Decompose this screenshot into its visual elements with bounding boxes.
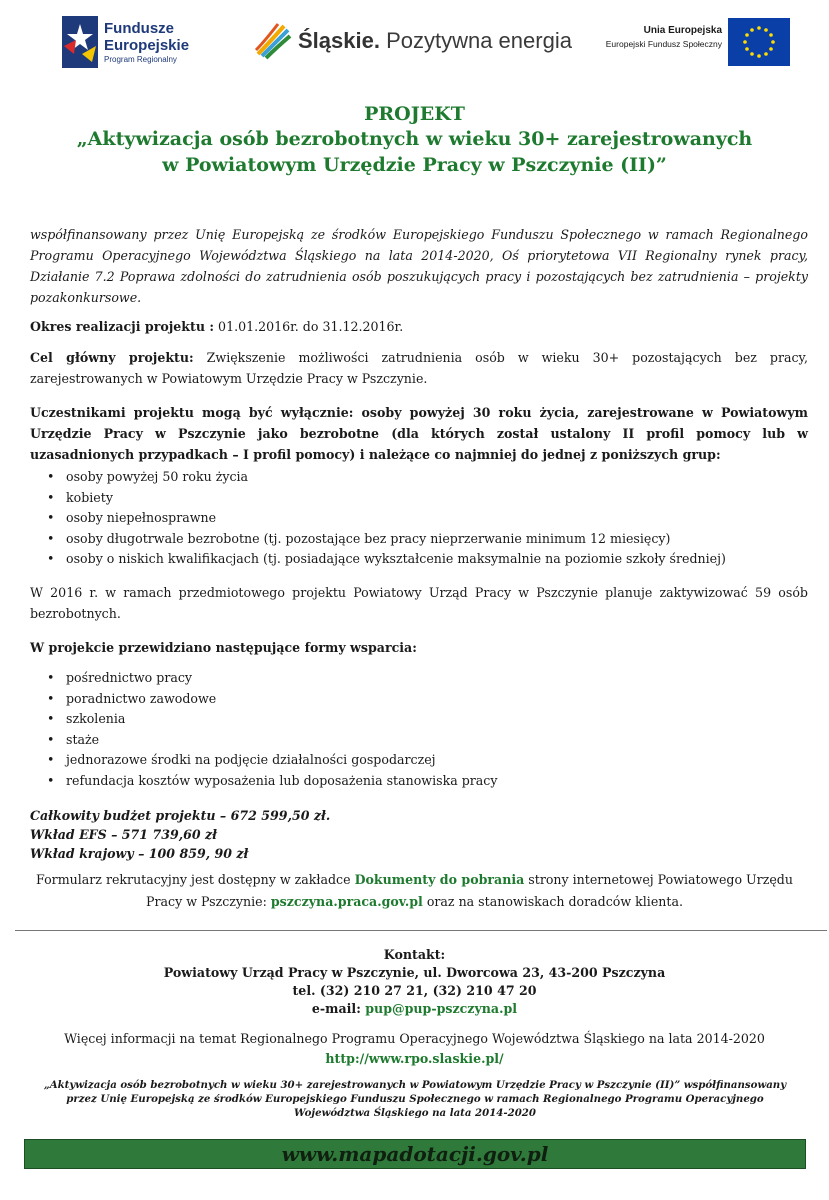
title-projekt: PROJEKT	[364, 103, 465, 125]
budget-efs: Wkład EFS – 571 739,60 zł	[30, 827, 218, 842]
form-mid: strony internetowej Powiatowego Urzędu	[524, 872, 793, 887]
budget-national: Wkład krajowy – 100 859, 90 zł	[30, 846, 249, 861]
list-item: • pośrednictwo pracy	[30, 668, 808, 689]
more-info	[0, 1029, 829, 1069]
contact-block	[0, 946, 829, 1018]
slaskie-swirl-icon	[254, 18, 292, 62]
list-item: • poradnictwo zawodowe	[30, 689, 808, 710]
form-line2-post: oraz na stanowiskach doradców klienta.	[422, 894, 683, 909]
project-footnote: „Aktywizacja osób bezrobotnych w wieku 30+ zarejestrowanych w Powiatowym Urzędzie Pracy w Pszczynie (II)” współfinansowany przez Unię Europejską ze środków Europejskiego Funduszu Społecznego w ramach Regionalnego Programu Operacyjnego Województwa Śląskiego na lata 2014-2020	[43, 1079, 787, 1119]
form-line2-pre: Pracy w Pszczynie:	[146, 894, 271, 909]
list-item: • refundacja kosztów wyposażenia lub doposażenia stanowiska pracy	[30, 771, 808, 792]
slaskie-logo	[254, 18, 572, 66]
email-link[interactable]: pup@pup-pszczyna.pl	[365, 1001, 518, 1016]
list-item: • osoby długotrwale bezrobotne (tj. pozostające bez pracy nieprzerwanie minimum 12 miesięcy)	[30, 529, 808, 550]
list-item: • osoby niepełnosprawne	[30, 508, 808, 529]
fe-line1: Fundusze	[104, 20, 174, 37]
banner-text[interactable]: www.mapadotacji.gov.pl	[281, 1142, 549, 1166]
participants-text: Uczestnikami projektu mogą być wyłącznie: osoby powyżej 30 roku życia, zarejestrowane w Powiatowym Urzędzie Pracy w Pszczynie jako bezrobotne (dla których został ustalony II profil pomocy lub w uzasadnionych przypadkach – I profil pomocy) i należące co najmniej do jednej z poniższych grup:	[30, 405, 808, 462]
period-label: Okres realizacji projektu :	[30, 319, 215, 334]
list-item: • jednorazowe środki na podjęcie działalności gospodarczej	[30, 750, 808, 771]
title-line3: w Powiatowym Urzędzie Pracy w Pszczynie (II)”	[162, 154, 667, 176]
support-heading: W projekcie przewidziano następujące formy wsparcia:	[30, 640, 417, 655]
pup-website-link[interactable]: pszczyna.praca.gov.pl	[270, 894, 423, 909]
fe-line2: Europejskie	[104, 37, 190, 54]
budget-total: Całkowity budżet projektu – 672 599,50 zł.	[30, 808, 331, 823]
list-item: • staże	[30, 730, 808, 751]
contact-address: Powiatowy Urząd Pracy w Pszczynie, ul. Dworcowa 23, 43-200 Pszczyna	[163, 965, 666, 980]
goal-value: Zwiększenie możliwości zatrudnienia osób w wieku 30+ pozostających bez pracy, zarejestrowanych w Powiatowym Urzędzie Pracy w Pszczynie.	[30, 350, 809, 386]
goal-label: Cel główny projektu:	[30, 350, 194, 365]
budget-block	[30, 806, 330, 863]
target-groups-list	[30, 467, 808, 570]
slaskie-bold: Śląskie.	[298, 28, 380, 53]
activation-plan: W 2016 r. w ramach przedmiotowego projektu Powiatowy Urząd Pracy w Pszczynie planuje zaktywizować 59 osób bezrobotnych.	[30, 585, 808, 621]
form-pre: Formularz rekrutacyjny jest dostępny w zakładce	[36, 872, 355, 887]
period-value: 01.01.2016r. do 31.12.2016r.	[214, 319, 404, 334]
contact-heading: Kontakt:	[383, 947, 446, 962]
list-item: • szkolenia	[30, 709, 808, 730]
fundusze-europejskie-logo	[62, 16, 212, 70]
ue-line2: Europejski Fundusz Społeczny	[605, 39, 722, 49]
rpo-link[interactable]: http://www.rpo.slaskie.pl/	[325, 1051, 504, 1066]
more-info-text: Więcej informacji na temat Regionalnego Programu Operacyjnego Województwa Śląskiego na lata 2014-2020	[64, 1031, 765, 1046]
eu-flag-icon	[728, 18, 790, 66]
project-title	[0, 102, 829, 178]
fe-star-icon	[62, 16, 102, 70]
contact-phone: tel. (32) 210 27 21, (32) 210 47 20	[292, 983, 537, 998]
email-label: e-mail:	[311, 1001, 366, 1016]
list-item: • osoby o niskich kwalifikacjach (tj. posiadające wykształcenie maksymalnie na poziomie szkoły średniej)	[30, 549, 808, 570]
title-line2: „Aktywizacja osób bezrobotnych w wieku 30+ zarejestrowanych	[76, 128, 753, 150]
ue-line1: Unia Europejska	[643, 25, 722, 36]
slaskie-rest: Pozytywna energia	[379, 28, 572, 53]
project-goal	[30, 347, 808, 389]
divider	[15, 930, 827, 931]
support-forms-list	[30, 668, 808, 791]
project-period	[30, 316, 808, 337]
recruitment-form-info	[0, 869, 829, 913]
list-item: • osoby powyżej 50 roku życia	[30, 467, 808, 488]
unia-europejska-logo	[598, 18, 790, 68]
mapadotacji-banner[interactable]	[24, 1139, 806, 1169]
cofinancing-intro: współfinansowany przez Unię Europejską ze środków Europejskiego Funduszu Społecznego w ramach Regionalnego Programu Operacyjnego Województwa Śląskiego na lata 2014-2020, Oś priorytetowa VII Regionalny rynek pracy, Działanie 7.2 Poprawa zdolności do zatrudnienia osób poszukujących pracy i pozostających bez zatrudnienia – projekty pozakonkursowe.	[30, 227, 808, 305]
fe-line3: Program Regionalny	[104, 55, 177, 64]
list-item: • kobiety	[30, 488, 808, 509]
documents-link[interactable]: Dokumenty do pobrania	[354, 872, 525, 887]
